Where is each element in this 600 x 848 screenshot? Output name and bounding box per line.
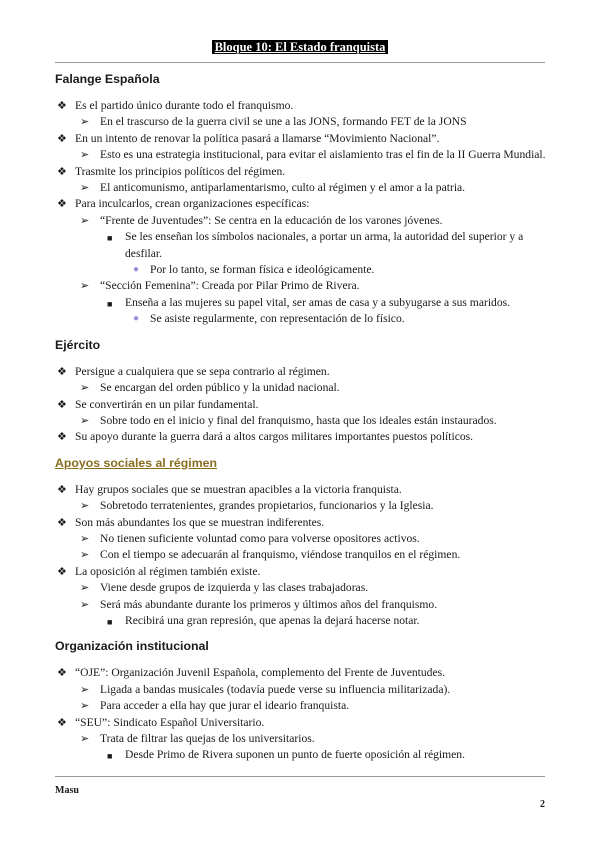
list-item <box>55 213 550 229</box>
section <box>55 456 550 630</box>
diamond-bullet-icon: ❖ <box>57 516 67 529</box>
arrow-bullet-icon: ➢ <box>80 549 90 562</box>
list-item <box>55 747 550 763</box>
list-item-text: Esto es una estrategia institucional, para evitar el aislamiento tras el fin de la II Guerra Mundial. <box>100 148 546 162</box>
section-heading: Apoyos sociales al régimen <box>55 455 217 470</box>
list-item <box>55 164 550 180</box>
list-item-text: Se les enseñan los símbolos nacionales, a portar un arma, la autoridad del superior y a desfilar. <box>125 230 524 260</box>
page-title <box>0 38 600 56</box>
list-item-text: En el trascurso de la guerra civil se une a las JONS, formando FET de la JONS <box>100 115 467 129</box>
list-item <box>55 515 550 531</box>
list-item <box>55 364 550 380</box>
list-item <box>55 665 550 681</box>
list-item <box>55 731 550 747</box>
list-item <box>55 98 550 114</box>
arrow-bullet-icon: ➢ <box>80 182 90 195</box>
diamond-bullet-icon: ❖ <box>57 100 67 112</box>
list-item <box>55 131 550 147</box>
list-item <box>55 547 550 563</box>
list-item <box>55 311 550 327</box>
arrow-bullet-icon: ➢ <box>80 280 90 293</box>
list-item <box>55 380 550 396</box>
list-item-text: Persigue a cualquiera que se sepa contrario al régimen. <box>75 364 330 378</box>
list-item <box>55 413 550 429</box>
list-item-text: Para acceder a ella hay que jurar el ideario franquista. <box>100 699 350 713</box>
list-item-text: La oposición al régimen también existe. <box>75 564 261 578</box>
dot-bullet-icon: ● <box>133 313 140 325</box>
arrow-bullet-icon: ➢ <box>80 598 90 611</box>
list-item-text: “SEU”: Sindicato Español Universitario. <box>75 715 265 729</box>
diamond-bullet-icon: ❖ <box>57 716 67 729</box>
list-item-text: No tienen suficiente voluntad como para volverse opositores activos. <box>100 531 420 545</box>
arrow-bullet-icon: ➢ <box>80 414 90 427</box>
list-item-text: Desde Primo de Rivera suponen un punto de fuerte oposición al régimen. <box>125 748 466 762</box>
list-item <box>55 262 550 278</box>
square-bullet-icon: ■ <box>107 233 113 244</box>
list-item <box>55 278 550 294</box>
list-item <box>55 682 550 698</box>
list-item <box>55 531 550 547</box>
section <box>55 72 550 328</box>
diamond-bullet-icon: ❖ <box>57 483 67 496</box>
dot-bullet-icon: ● <box>133 264 140 276</box>
list-item-text: Sobretodo terratenientes, grandes propietarios, funcionarios y la Iglesia. <box>100 499 434 513</box>
square-bullet-icon: ■ <box>107 751 113 762</box>
list-item <box>55 482 550 498</box>
page-number: 2 <box>540 799 545 810</box>
list-item-text: Su apoyo durante la guerra dará a altos cargos militares importantes puestos políticos. <box>75 430 474 444</box>
footer-author: Masu <box>55 785 79 796</box>
list-item-text: “Frente de Juventudes”: Se centra en la educación de los varones jóvenes. <box>100 213 443 227</box>
diamond-bullet-icon: ❖ <box>57 431 67 444</box>
list-item-text: Por lo tanto, se forman física e ideológicamente. <box>150 263 375 277</box>
arrow-bullet-icon: ➢ <box>80 582 90 595</box>
list-item <box>55 498 550 514</box>
list-item <box>55 429 550 445</box>
list-item <box>55 295 550 311</box>
section <box>55 639 550 763</box>
list-item-text: Se asiste regularmente, con representación de lo físico. <box>150 312 405 326</box>
list-item <box>55 397 550 413</box>
list-item <box>55 698 550 714</box>
list-item-text: Enseña a las mujeres su papel vital, ser amas de casa y a subyugarse a sus maridos. <box>125 295 511 309</box>
list-item-text: Se convertirán en un pilar fundamental. <box>75 397 259 411</box>
list-item <box>55 613 550 629</box>
list-item-text: Hay grupos sociales que se muestran apacibles a la victoria franquista. <box>75 482 402 496</box>
list-item-text: Recibirá una gran represión, que apenas la dejará hacerse notar. <box>125 613 420 627</box>
arrow-bullet-icon: ➢ <box>80 116 90 129</box>
diamond-bullet-icon: ❖ <box>57 365 67 378</box>
list-item <box>55 229 550 262</box>
list-item <box>55 114 550 130</box>
footer-divider <box>55 776 545 777</box>
square-bullet-icon: ■ <box>107 616 113 627</box>
arrow-bullet-icon: ➢ <box>80 214 90 227</box>
list-item-text: Para inculcarlos, crean organizaciones específicas: <box>75 197 310 211</box>
list-item-text: Ligada a bandas musicales (todavía puede verse su influencia militarizada). <box>100 682 451 696</box>
list-item <box>55 564 550 580</box>
list-item <box>55 196 550 212</box>
arrow-bullet-icon: ➢ <box>80 382 90 395</box>
list-item <box>55 147 550 163</box>
list-item <box>55 180 550 196</box>
header-divider <box>55 62 545 63</box>
list-item-text: Se encargan del orden público y la unidad nacional. <box>100 381 340 395</box>
arrow-bullet-icon: ➢ <box>80 500 90 513</box>
list-item-text: Será más abundante durante los primeros y últimos años del franquismo. <box>100 597 438 611</box>
list-item-text: “Sección Femenina”: Creada por Pilar Primo de Rivera. <box>100 279 360 293</box>
section <box>55 338 550 446</box>
list-item <box>55 715 550 731</box>
diamond-bullet-icon: ❖ <box>57 132 67 145</box>
list-item <box>55 597 550 613</box>
list-item-text: Trasmite los principios políticos del régimen. <box>75 164 286 178</box>
list-item-text: “OJE”: Organización Juvenil Española, complemento del Frente de Juventudes. <box>75 666 446 680</box>
list-item-text: El anticomunismo, antiparlamentarismo, culto al régimen y el amor a la patria. <box>100 181 466 195</box>
page-title-text: Bloque 10: El Estado franquista <box>212 40 389 54</box>
list-item-text: En un intento de renovar la política pasará a llamarse “Movimiento Nacional”. <box>75 131 440 145</box>
square-bullet-icon: ■ <box>107 298 113 309</box>
diamond-bullet-icon: ❖ <box>57 398 67 411</box>
list-item-text: Son más abundantes los que se muestran indiferentes. <box>75 515 325 529</box>
diamond-bullet-icon: ❖ <box>57 165 67 178</box>
diamond-bullet-icon: ❖ <box>57 565 67 578</box>
section-heading: Ejército <box>55 337 101 352</box>
list-item <box>55 580 550 596</box>
arrow-bullet-icon: ➢ <box>80 149 90 162</box>
arrow-bullet-icon: ➢ <box>80 532 90 545</box>
list-item-text: Con el tiempo se adecuarán al franquismo, viéndose tranquilos en el régimen. <box>100 548 461 562</box>
list-item-text: Es el partido único durante todo el franquismo. <box>75 99 294 112</box>
arrow-bullet-icon: ➢ <box>80 700 90 713</box>
arrow-bullet-icon: ➢ <box>80 683 90 696</box>
list-item-text: Sobre todo en el inicio y final del franquismo, hasta que los ideales están instaurados. <box>100 413 497 427</box>
section-heading: Organización institucional <box>55 639 209 654</box>
section-heading: Falange Española <box>55 72 160 86</box>
list-item-text: Viene desde grupos de izquierda y las clases trabajadoras. <box>100 581 369 595</box>
diamond-bullet-icon: ❖ <box>57 198 67 211</box>
arrow-bullet-icon: ➢ <box>80 733 90 745</box>
list-item-text: Trata de filtrar las quejas de los universitarios. <box>100 732 315 745</box>
document-body <box>55 72 550 774</box>
diamond-bullet-icon: ❖ <box>57 667 67 680</box>
